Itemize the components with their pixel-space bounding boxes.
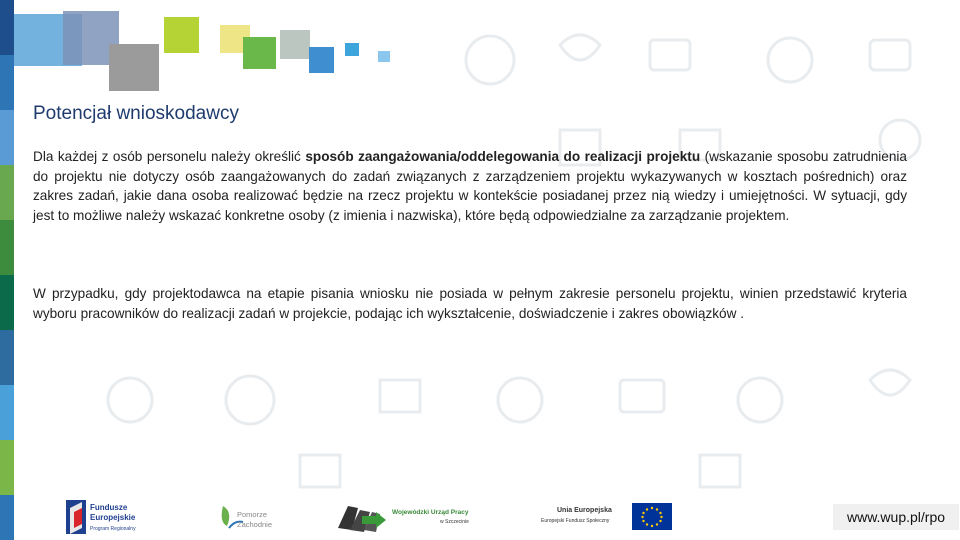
page-title: Potencjał wnioskodawcy: [33, 103, 239, 124]
chat-icon-2: [620, 380, 664, 412]
leaf-icon-2: [226, 376, 274, 424]
paragraph-1-rest: (wskazanie sposobu zatrudnienia do projektu nie dotyczy osób zaangażowanych do zadań związanych z zarządzeniem projektu wykazywanych w kosztach pośrednich) oraz zakres zadań, jakie dana osoba realizować będzie na rzecz projektu w kontekście posiadanej przez nią wiedzy i umiejętności. W sytuacji, gdy jest to możliwe należy wskazać konkretne osoby (z imienia i nazwiska), które będą odpowiedzialne za zarządzanie projektem.: [33, 149, 907, 223]
footer-logos: [0, 495, 960, 540]
chat-icon: [870, 40, 910, 70]
wup-szczecin-logo: [338, 498, 488, 536]
logo1-line3: Program Regionalny: [90, 526, 136, 532]
wind-turbine-icon-2: [738, 378, 782, 422]
paragraph-recruitment: W przypadku, gdy projektodawca na etapie pisania wniosku nie posiada w pełnym zakresie personelu projektu, winien przedstawić kryteria wyboru pracowników do realizacji zadań w projekcie, podając ich wykształcenie, doświadczenie i zakres obowiązków .: [33, 286, 907, 321]
paragraph-1-bold: sposób zaangażowania/oddelegowania do realizacji projektu: [305, 149, 701, 164]
building-icon-2: [300, 455, 340, 487]
logo2-line1: Pomorze: [237, 510, 268, 519]
paragraph-personnel: [33, 147, 907, 225]
wind-turbine-icon-3: [108, 378, 152, 422]
wind-turbine-icon: [466, 36, 514, 84]
logo3-line2: w Szczecinie: [440, 519, 469, 525]
logo2-line2: Zachodnie: [237, 520, 273, 529]
eu-flag-icon: [632, 503, 672, 530]
logo4-line1: Unia Europejska: [557, 507, 612, 514]
fence-icon: [700, 455, 740, 487]
paragraph-1-text: Dla każdej z osób personelu należy określić: [33, 149, 306, 164]
leaf-icon-3: [870, 370, 910, 395]
briefcase-icon: [650, 40, 690, 70]
logo1-line2: Europejskie: [90, 513, 136, 522]
atom-icon-2: [498, 378, 542, 422]
atom-icon: [768, 38, 812, 82]
website-url[interactable]: www.wup.pl/rpo: [833, 504, 959, 530]
fundusze-europejskie-logo: [66, 498, 216, 538]
logo4-line2: Europejski Fundusz Społeczny: [541, 518, 610, 524]
logo1-line1: Fundusze: [90, 503, 128, 512]
eu-logo: [540, 505, 680, 535]
leaf-icon: [560, 35, 600, 60]
logo3-line1: Wojewódzki Urząd Pracy: [392, 509, 469, 516]
pomorze-zachodnie-logo: [215, 498, 285, 538]
briefcase-icon-2: [380, 380, 420, 412]
